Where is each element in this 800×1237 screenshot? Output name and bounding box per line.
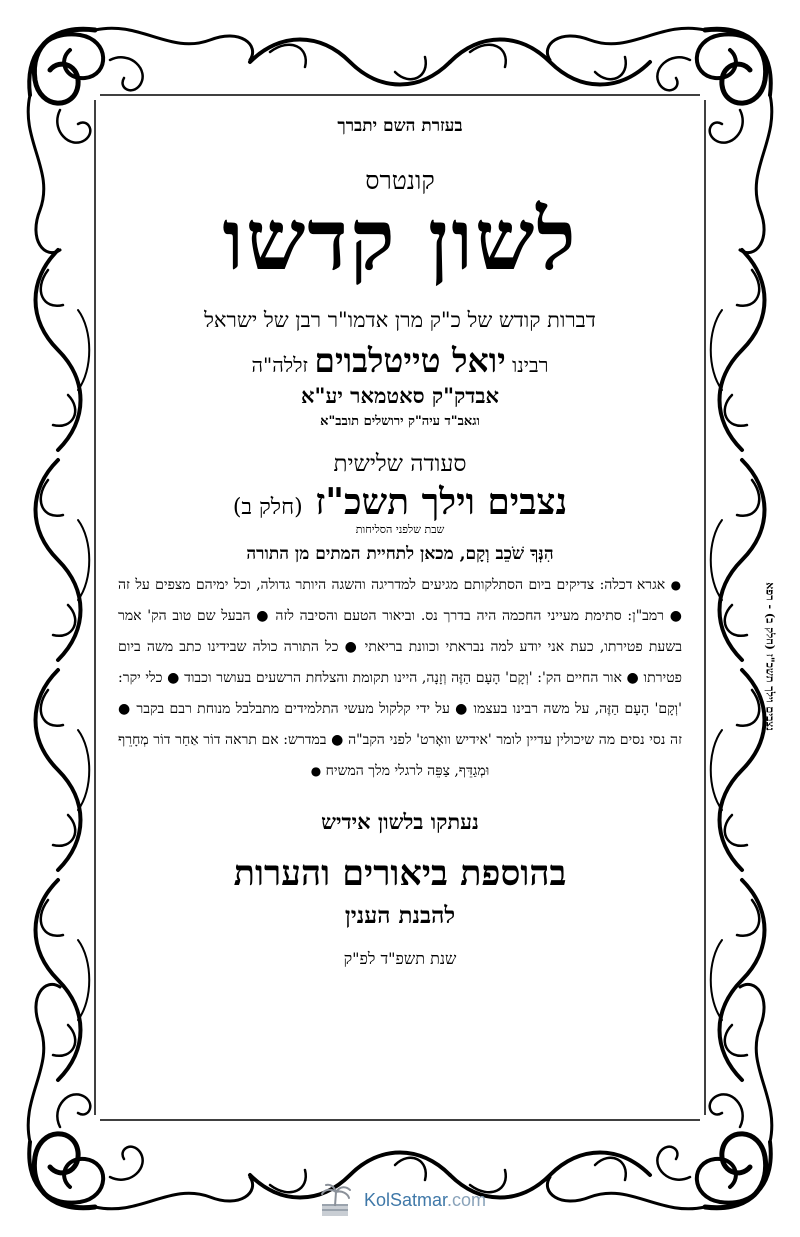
summary-paragraph [118, 570, 682, 787]
main-title: לשון קדשו [222, 190, 578, 289]
verse-line: הִנְּךָ שֹׁכֵב וְקָם, מכאן לתחיית המתים מן התורה [246, 544, 554, 564]
bullet-icon: ● [310, 764, 322, 778]
top-line: בעזרת השם יתברך [337, 116, 463, 136]
author-line [110, 341, 690, 381]
understanding-line: להבנת הענין [344, 902, 456, 929]
part-label: (חלק ב) [232, 495, 303, 520]
parsha-title: נצבים וילך תשכ"ז [315, 481, 568, 523]
kolsatmar-logo [300, 1180, 500, 1220]
palm-tree-icon [314, 1182, 358, 1218]
side-running-header: נצבים וילך תשכ"ז (חלק ב) - רפא [763, 582, 777, 731]
author-name: יואל טייטלבוים [314, 341, 506, 380]
shabbos-line: שבת שלפני הסליחות [355, 523, 445, 536]
parsha-line [110, 481, 690, 523]
title-page [110, 110, 690, 1110]
seuda-line: סעודה שלישית [333, 451, 467, 477]
year-line: שנת תשפ"ד לפ"ק [343, 949, 457, 968]
logo-domain: .com [447, 1189, 487, 1210]
zlh-label: זללה"ה [251, 353, 309, 377]
divrei-kodesh-line: דברות קודש של כ"ק מרן אדמו"ר רבן של ישראל [204, 308, 596, 332]
translated-line: נעתקו בלשון אידיש [321, 809, 479, 834]
additions-line: בהוספת ביאורים והערות [233, 853, 567, 894]
kunteres-label: קונטרס [365, 166, 435, 195]
bullet-icon: ● [670, 578, 683, 592]
logo-main: KolSatmar [363, 1189, 448, 1210]
logo-text [364, 1190, 486, 1211]
abd-line: אבדק"ק סאטמאר יע"א [301, 383, 499, 408]
gaabd-line: וגאב"ד עיה"ק ירושלים תובב"א [320, 414, 480, 429]
summary-text: אגרא דכלה: צדיקים ביום הסתלקותם מגיעים למדריגה והשגה היותר גדולה, וכל ימיהם מצפים על זה ● רמב"ן: סתימת מעייני החכמה היה בדרך נס. וביאור הטעם והסיבה לזה ● הבעל שם טוב הק' אמר בשעת פטירתו, כעת אני יודע למה נבראתי וכוונת בריאתי ● כל התורה כולה שבידינו כתב משה ביום פטירתו ● אור החיים הק': 'וְקָם' הָעָם הַזֶּה וְזָנָה, היינו תקומת והצלחת הרשעים בעושר וכבוד ● כלי יקר: 'וְקָם' הָעָם הַזֶּה, על משה רבינו בעצמו ● על ידי קלקול מעשי התלמידים מתבלבל מנוחת רבם בקבר ● זה נסי נסים מה שיכולין עדיין לומר 'אידיש וואָרט' לפני הקב"ה ● במדרש: אם תראה דוֹר אַחַר דוֹר מְחָרֵף וּמְגַדֵּף, צַפֵּה לרגלי מלך המשיח [118, 577, 682, 779]
rabbeinu-label: רבינו [512, 353, 549, 377]
